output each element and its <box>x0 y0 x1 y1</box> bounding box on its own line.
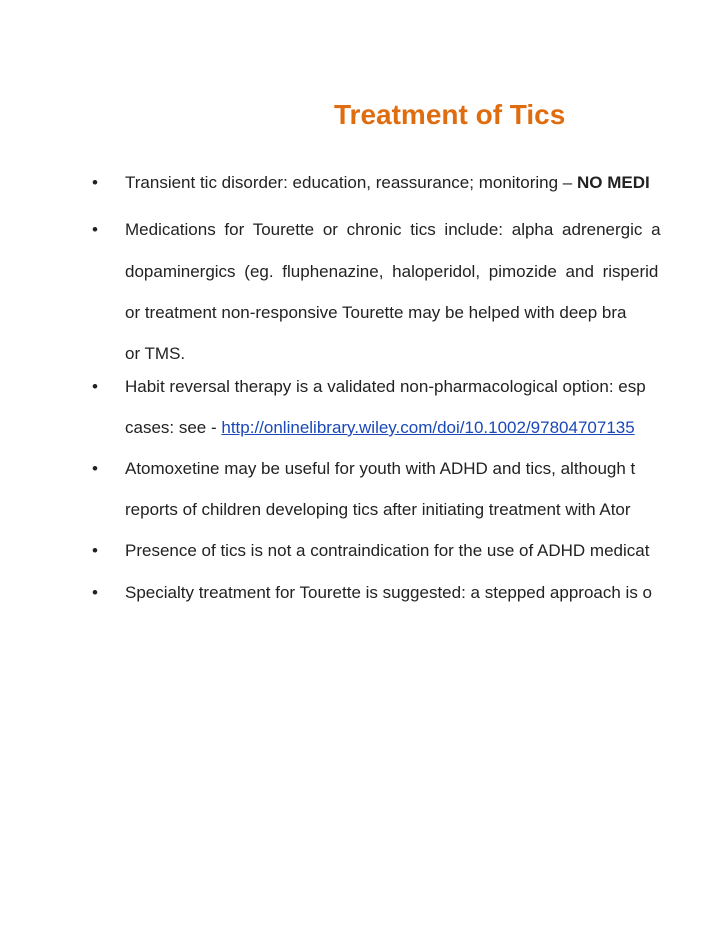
bullet-text: Transient tic disorder: education, reassurance; monitoring – <box>125 173 577 192</box>
bullet-line: Atomoxetine may be useful for youth with ADHD and tics, although t <box>125 459 636 478</box>
bullet-line: Habit reversal therapy is a validated non-pharmacological option: esp <box>125 377 646 396</box>
bullet-line: or treatment non-responsive Tourette may be helped with deep bra <box>125 303 627 322</box>
bullet-dot: • <box>92 583 98 602</box>
bullet-strong-text: NO MEDI <box>577 173 650 192</box>
bullet-line <box>125 171 650 195</box>
bullet-line: reports of children developing tics after initiating treatment with Ator <box>125 500 631 519</box>
reference-link[interactable]: http://onlinelibrary.wiley.com/doi/10.1002/97804707135 <box>221 418 635 437</box>
bullet-dot: • <box>92 220 98 239</box>
bullet-dot: • <box>92 541 98 560</box>
bullet-dot: • <box>92 173 98 192</box>
bullet-line: Presence of tics is not a contraindication for the use of ADHD medicat <box>125 541 650 560</box>
bullet-line <box>125 416 635 440</box>
bullet-line: Medications for Tourette or chronic tics include: alpha adrenergic a <box>125 220 661 239</box>
bullet-line: or TMS. <box>125 344 186 363</box>
bullet-line: Specialty treatment for Tourette is suggested: a stepped approach is o <box>125 583 652 602</box>
bullet-dot: • <box>92 377 98 396</box>
bullet-text: cases: see - <box>125 418 222 437</box>
bullet-dot: • <box>92 459 98 478</box>
bullet-line: dopaminergics (eg. fluphenazine, haloperidol, pimozide and risperid <box>125 262 659 281</box>
slide-title: Treatment of Tics <box>334 99 566 130</box>
